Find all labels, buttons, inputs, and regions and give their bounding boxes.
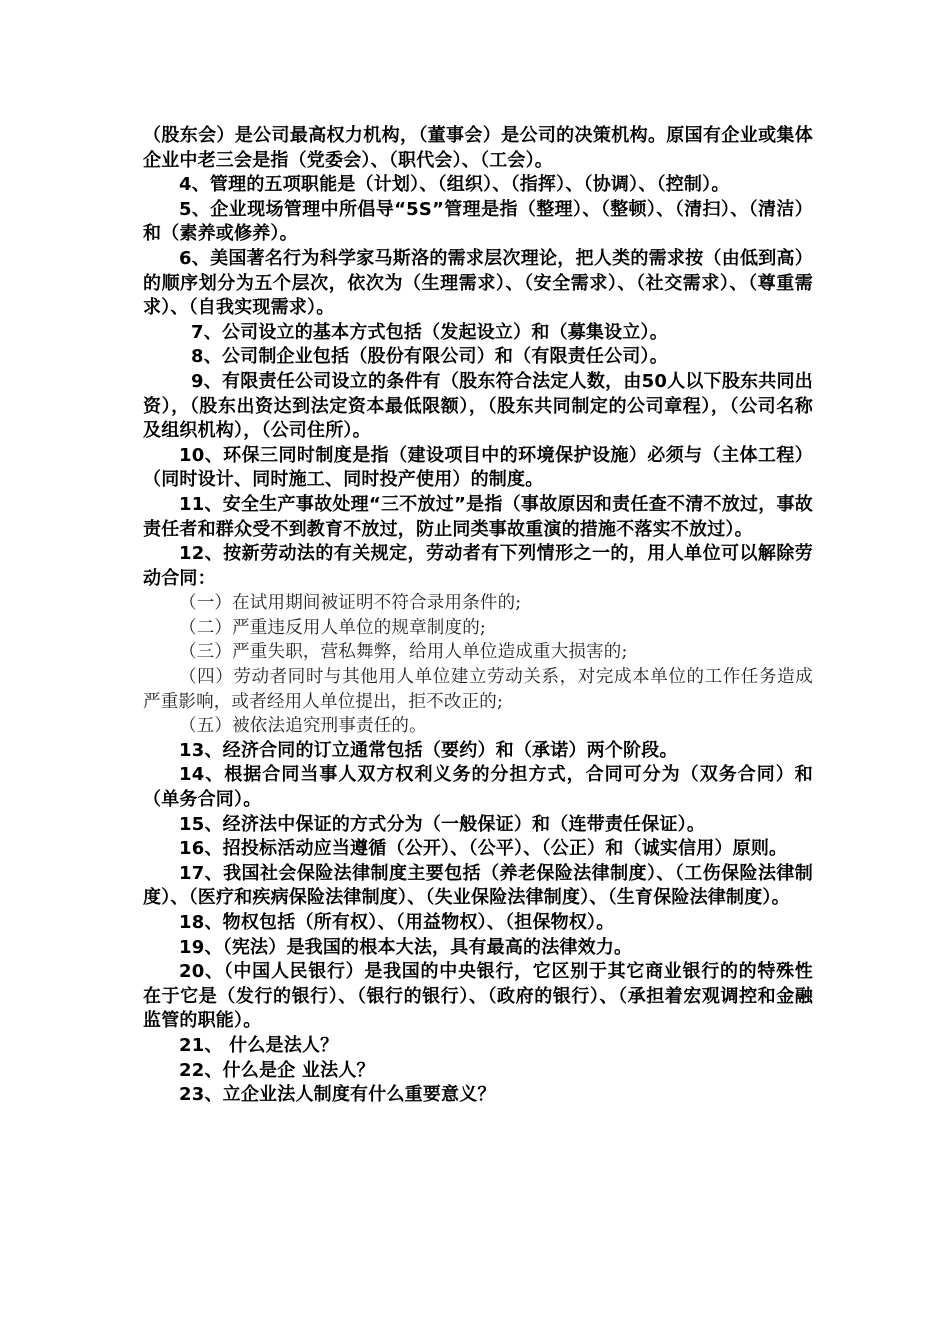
paragraph-item-11: 11、安全生产事故处理“三不放过”是指（事故原因和责任查不清不放过，事故责任者和群众受不到教育不放过，防止同类事故重演的措施不落实不放过）。 xyxy=(143,493,813,540)
list-item-clause-5: （五）被依法追究刑事责任的。 xyxy=(179,716,427,737)
paragraph-intro: （股东会）是公司最高权力机构，（董事会）是公司的决策机构。原国有企业或集体企业中老三会是指（党委会）、（职代会）、（工会）。 xyxy=(143,125,813,171)
paragraph-item-10: 10、环保三同时制度是指（建设项目中的环境保护设施）必须与（主体工程）（同时设计、同时施工、同时投产使用）的制度。 xyxy=(143,444,813,491)
paragraph-item-14: 14、根据合同当事人双方权利义务的分担方式，合同可分为（双务合同）和（单务合同）。 xyxy=(143,764,813,811)
paragraph-item-7: 7、公司设立的基本方式包括（发起设立）和（募集设立）。 xyxy=(191,321,668,343)
paragraph-item-9: 9、有限责任公司设立的条件有（股东符合法定人数，由50人以下股东共同出资），（股东出资达到法定资本最低限额），（股东共同制定的公司章程），（公司名称及组织机构），（公司住所）。 xyxy=(143,370,813,442)
paragraph-item-23: 23、立企业法人制度有什么重要意义？ xyxy=(179,1084,496,1106)
paragraph-item-17: 17、我国社会保险法律制度主要包括（养老保险法律制度）、（工伤保险法律制度）、（医疗和疾病保险法律制度）、（失业保险法律制度）、（生育保险法律制度）。 xyxy=(143,862,813,909)
paragraph-item-4: 4、管理的五项职能是（计划）、（组织）、（指挥）、（协调）、（控制）。 xyxy=(179,174,730,196)
list-item-clause-3: （三）严重失职，营私舞弊，给用人单位造成重大损害的; xyxy=(179,642,628,663)
list-item-clause-2: （二）严重违反用人单位的规章制度的; xyxy=(179,617,486,638)
paragraph-item-19: 19、（宪法）是我国的根本大法，具有最高的法律效力。 xyxy=(179,936,633,958)
paragraph-item-21: 21、 什么是法人？ xyxy=(179,1034,339,1056)
paragraph-item-22: 22、什么是企 业法人？ xyxy=(179,1059,375,1081)
paragraph-item-15: 15、经济法中保证的方式分为（一般保证）和（连带责任保证）。 xyxy=(179,813,706,835)
paragraph-item-5: 5、企业现场管理中所倡导“5S”管理是指（整理）、（整顿）、（清扫）、（清洁）和（素养或修养）。 xyxy=(143,198,813,245)
document-body xyxy=(143,124,813,1108)
paragraph-item-16: 16、招投标活动应当遵循（公开）、（公平）、（公正）和（诚实信用）原则。 xyxy=(179,838,788,860)
paragraph-item-20: 20、（中国人民银行）是我国的中央银行，它区别于其它商业银行的的特殊性在于它是（发行的银行）、（银行的银行）、（政府的银行）、（承担着宏观调控和金融监管的职能）。 xyxy=(143,961,813,1032)
paragraph-item-8: 8、公司制企业包括（股份有限公司）和（有限责任公司）。 xyxy=(191,346,668,368)
paragraph-item-18: 18、物权包括（所有权）、（用益物权）、（担保物权）。 xyxy=(179,912,615,933)
list-item-clause-4: （四）劳动者同时与其他用人单位建立劳动关系，对完成本单位的工作任务造成严重影响，或者经用人单位提出，拒不改正的; xyxy=(143,667,813,712)
paragraph-item-13: 13、经济合同的订立通常包括（要约）和（承诺）两个阶段。 xyxy=(179,739,678,761)
paragraph-item-12: 12、按新劳动法的有关规定，劳动者有下列情形之一的，用人单位可以解除劳动合同： xyxy=(143,543,813,589)
list-item-clause-1: （一）在试用期间被证明不符合录用条件的; xyxy=(179,593,522,614)
paragraph-item-6: 6、美国著名行为科学家马斯洛的需求层次理论，把人类的需求按（由低到高）的顺序划分为五个层次，依次为（生理需求）、（安全需求）、（社交需求）、（尊重需求）、（自我实现需求）。 xyxy=(143,247,813,319)
